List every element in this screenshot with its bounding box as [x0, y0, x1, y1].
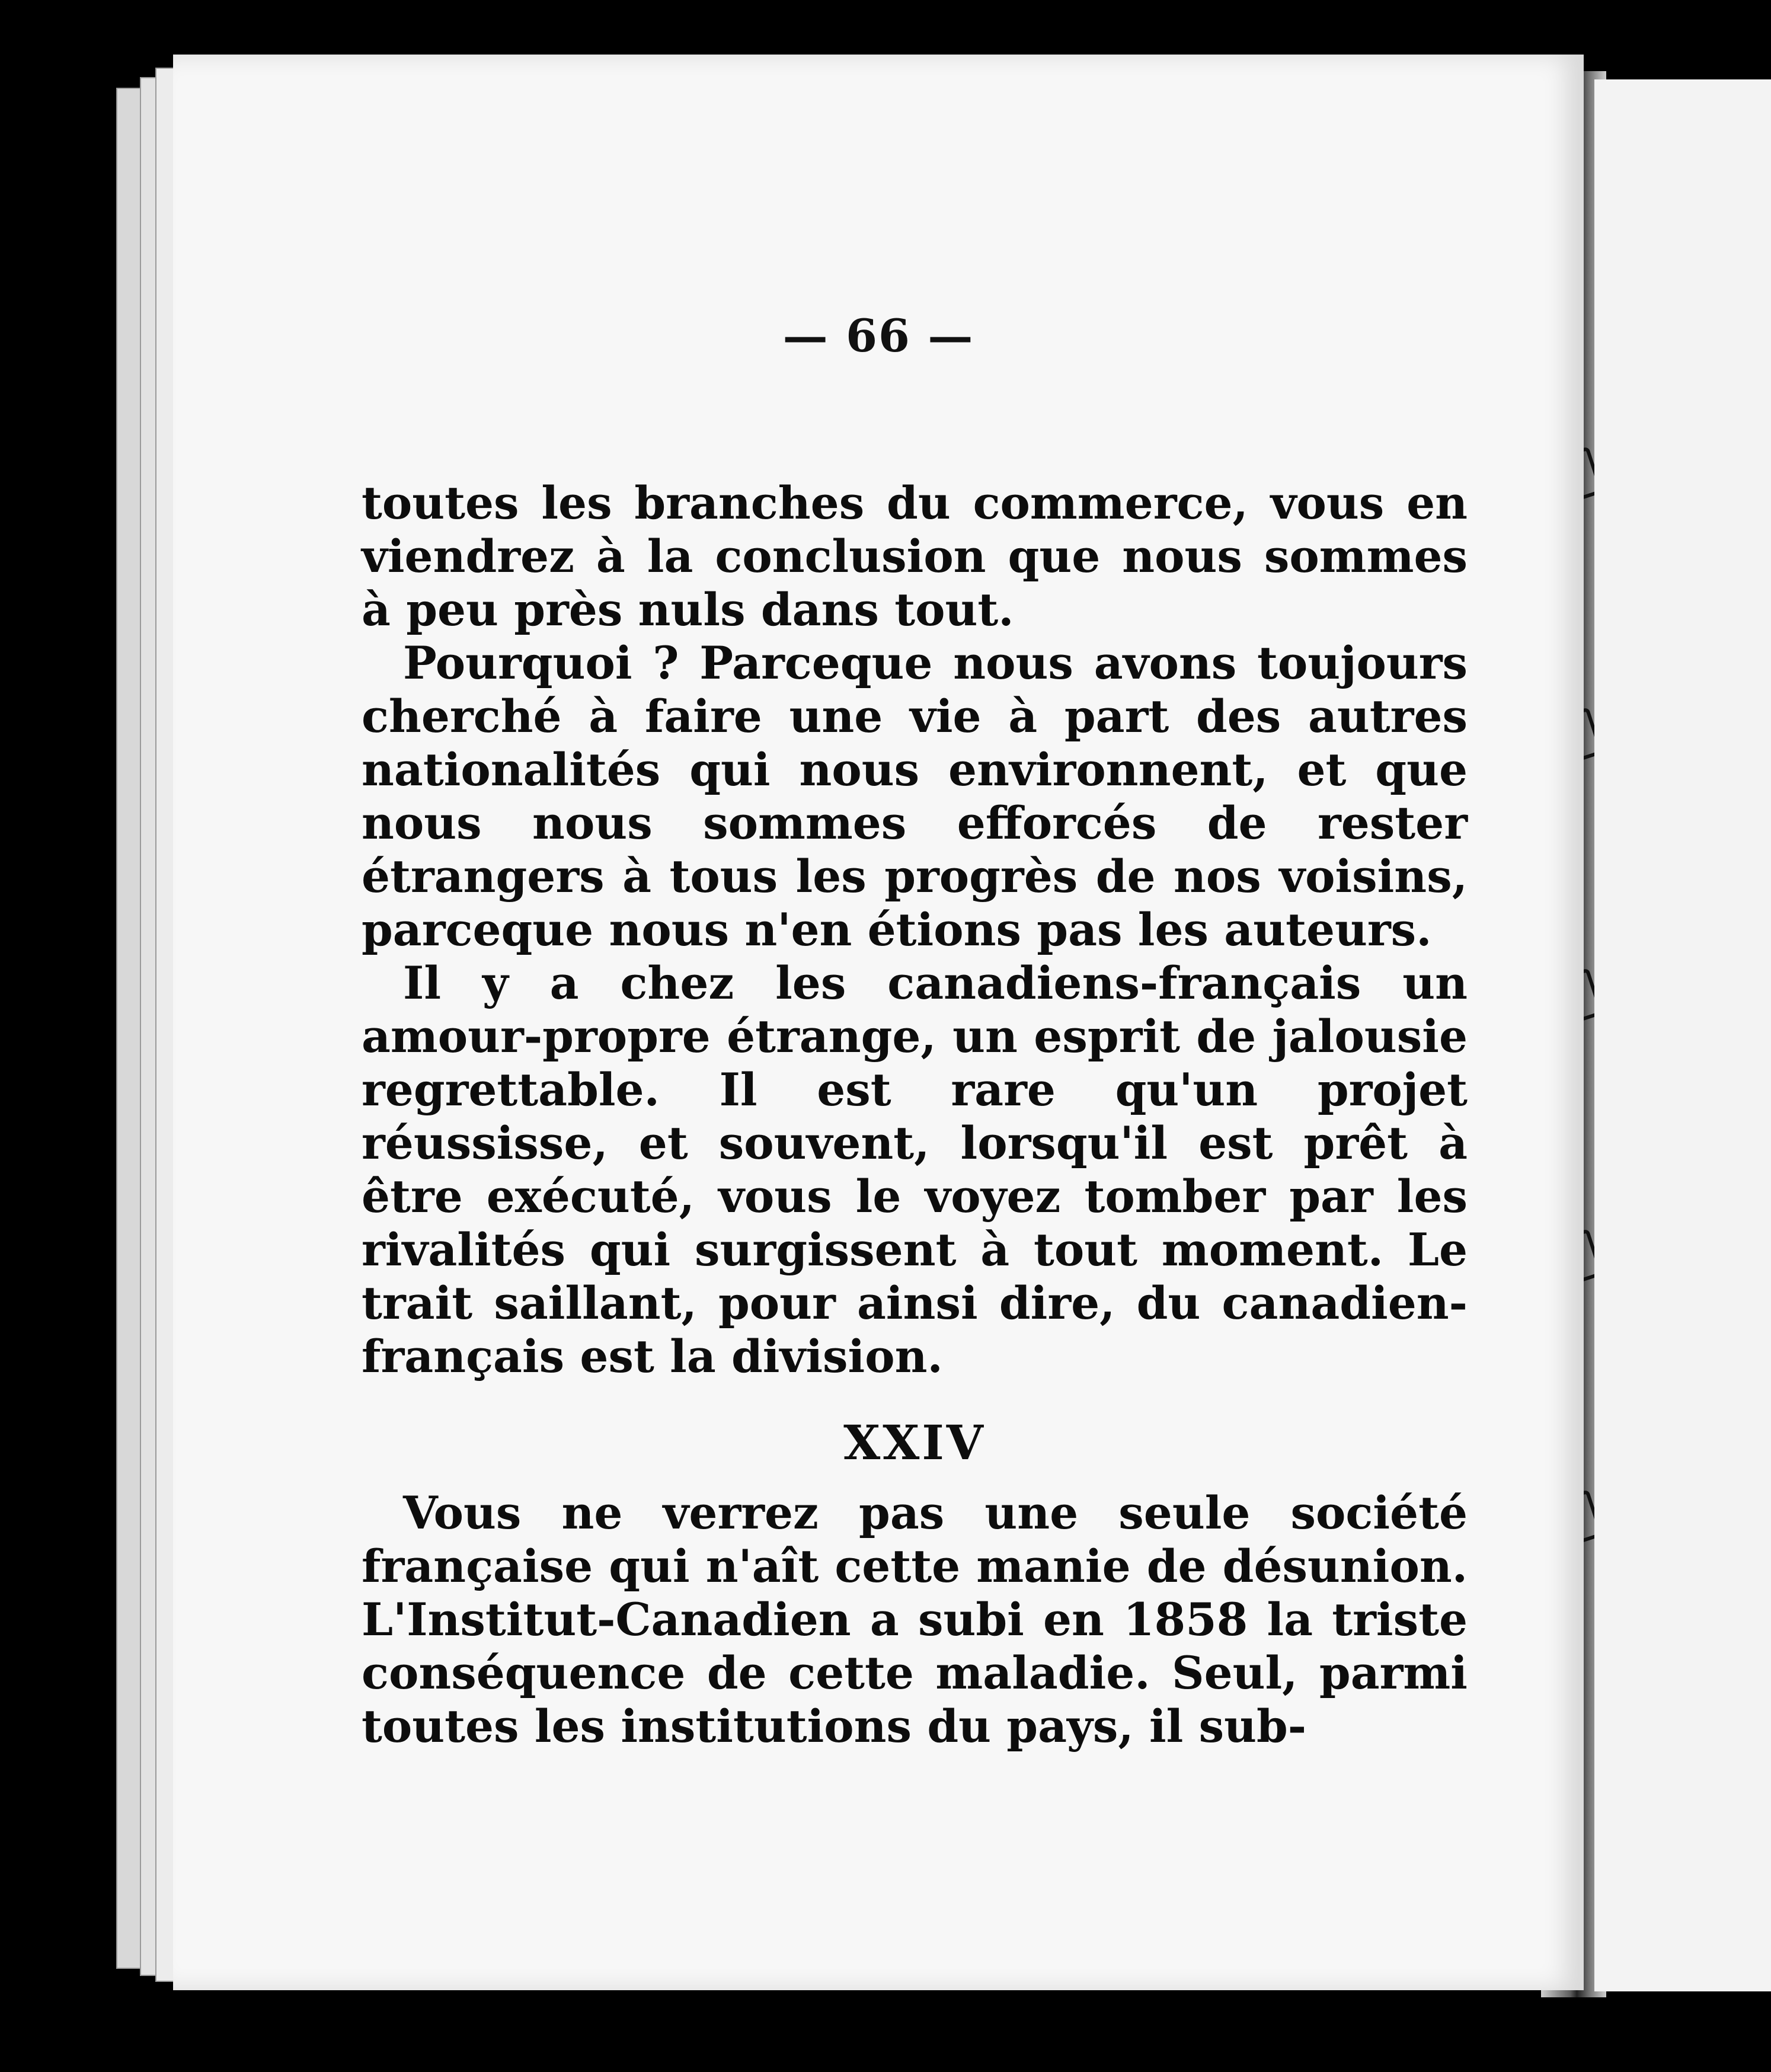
paragraph: Vous ne verrez pas une seule société française qui n'aît cette manie de désunion. L'Institut-Canadien a subi en 1858 la triste conséquence de cette maladie. Seul, parmi toutes les institutions du pays, il sub-: [362, 1486, 1468, 1753]
facing-page: [1594, 79, 1771, 1991]
page-text: [362, 477, 1468, 1753]
page-number: — 66 —: [782, 309, 974, 362]
book-page: [173, 55, 1584, 1990]
paragraph: Il y a chez les canadiens-français un amour-propre étrange, un esprit de jalousie regrettable. Il est rare qu'un projet réussisse, et souvent, lorsqu'il est prêt à être exécuté, vous le voyez tomber par les rivalités qui surgissent à tout moment. Le trait saillant, pour ainsi dire, du canadien-français est la division.: [362, 957, 1468, 1383]
paragraph: toutes les branches du commerce, vous en viendrez à la conclusion que nous sommes à peu près nuls dans tout.: [362, 477, 1468, 636]
section-heading: XXIV: [843, 1415, 986, 1470]
paragraph: Pourquoi ? Parceque nous avons toujours cherché à faire une vie à part des autres nationalités qui nous environnent, et que nous nous sommes efforcés de rester étrangers à tous les progrès de nos voisins, parceque nous n'en étions pas les auteurs.: [362, 637, 1468, 956]
